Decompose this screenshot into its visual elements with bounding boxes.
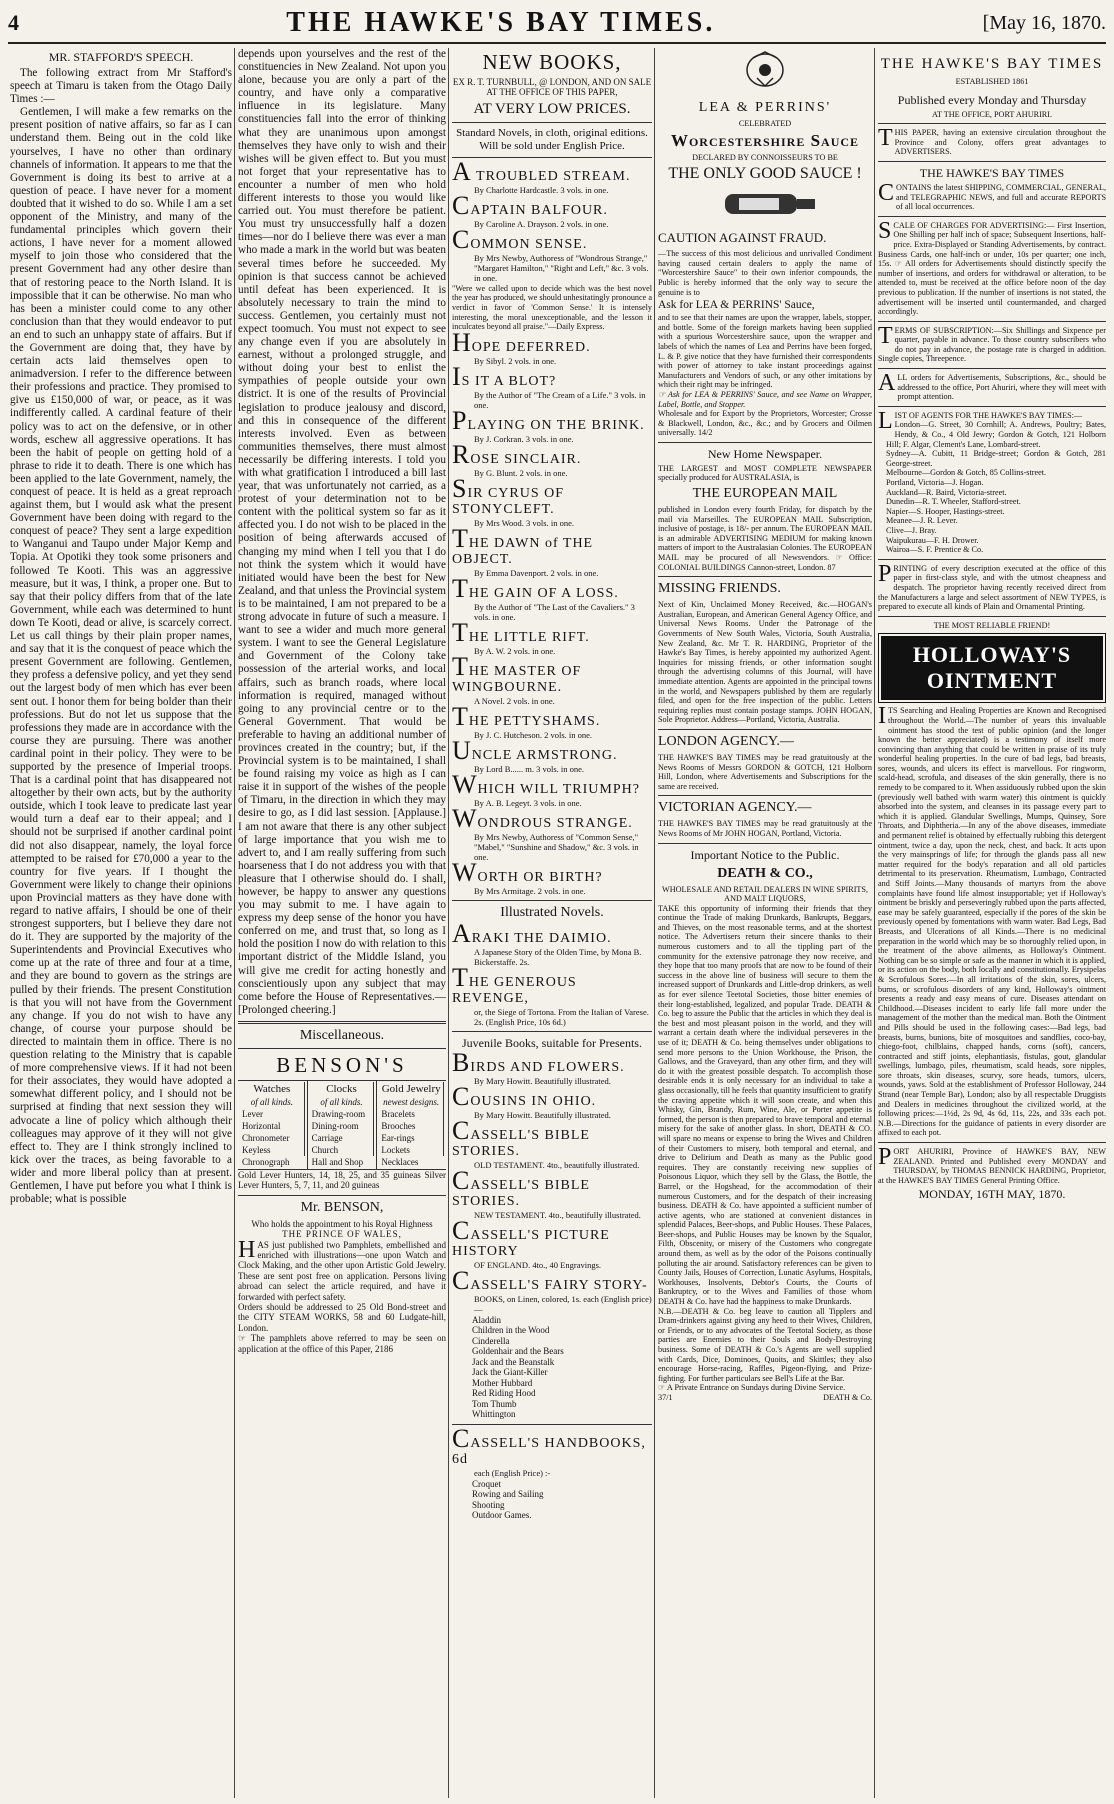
fairy-list-item: Jack and the Beanstalk [472,1356,555,1367]
book-entry [452,701,652,740]
divider [452,1031,652,1032]
established: ESTABLISHED 1861 [955,77,1029,86]
imprint: PORT AHURIRI, Province of HAWKE'S BAY, NEW ZEALAND. Printed and Published every MONDAY and THURSDAY, by THOMAS BENNICK HARDING, Proprietor, at the HAWKE'S BAY TIMES General Printing Office. [878,1144,1106,1185]
london-agency-heading: LONDON AGENCY.— [658,733,794,749]
declared: DECLARED BY CONNOISSEURS TO BE [692,152,838,162]
ask-for-heading: Ask for LEA & PERRINS' Sauce, [658,299,815,312]
scale-of-charges: SCALE OF CHARGES FOR ADVERTISING:— First Insertion, One Shilling per half inch of space; Subsequent Insertions, half-price. Extra-Displayed or Standing Advertisements, by contract. Business Cards, one half-inch or under, 10s per quarter; one inch, 15s. ☞ All orders for Advertisements should distinctly specify the number of insertions, and orders for withdrawal or alteration, to be attended to, must be received at the office before noon of the day previous to publication. If the number of insertions is not stated, the advertisement will be inserted until countermanded, and charged accordingly. [878,217,1106,317]
column-5 [878,48,1106,1800]
book-title: CASSELL'S FAIRY STORY- [452,1265,648,1295]
book-title: THE MASTER OF WINGBOURNE. [452,651,582,695]
fairy-list-item: Jack the Giant-Killer [472,1367,548,1378]
book-title: CASSELL'S BIBLE STORIES. [452,1115,590,1159]
missing-friends-body: Next of Kin, Unclaimed Money Received, &c.—HOGAN's Australian, European, and American General Agency Office, and Universal News Rooms. Under the Patronage of the Governments of New South Wales, Victoria, South Australia, New Zealand, &c. Mr T. R. HARDING, Proprietor of the Hawke's Bay Times, is hereby appointed my authorized Agent. Inquiries for missing friends, or other information sought through the advertising columns of this Journal, will have immediate attention. Agents are appointed in the principal towns in the world, and Newspapers published by them are regularly filed, and open for the free inspection of the public. Letters requiring replies must contain postage stamps. JOHN HOGAN, Sole Proprietor. Address—Portland, Victoria, Australia. [658,600,872,725]
sauce-bottle-icon [658,186,872,227]
contains: CONTAINS the latest SHIPPING, COMMERCIAL, GENERAL, and TELEGRAPHIC NEWS, and full and accurate REPORTS of all local occurrences. [878,179,1106,212]
fairy-list [452,1315,652,1420]
missing-friends-heading: MISSING FRIENDS. [658,581,781,597]
book-entry [452,769,652,808]
european-mail-body: published in London every fourth Friday, for dispatch by the mail via Marseilles. The EUROPEAN MAIL Subscription, inclusive of postage, is 18/- per annum. The EUROPEAN MAIL is an admirable ADVERTISING MEDIUM for making known matters of import to the Australasian Colonies. The EUROPEAN MAIL may be procured of all Newsvendors. ☞ Office: COLONIAL BUILDINGS Cannon-street, London. 87 [658,505,872,572]
fairy-list-item: Cinderella [472,1335,510,1346]
book-author: By Lord B...... m. 3 vols. in one. [474,763,585,774]
book-author: A Japanese Story of the Olden Time, by Mona B. Bickerstaffe. 2s. [474,946,642,967]
lea-perrins-crest-icon [658,48,872,97]
european-mail-title: THE EUROPEAN MAIL [692,486,838,502]
largest-newspaper: THE LARGEST and MOST COMPLETE NEWSPAPER specially produced for AUSTRALASIA, is [658,463,872,483]
book-review: "Were we called upon to decide which was the best novel the year has produced, we should unhesitatingly pronounce a verdict in favor of 'Common Sense.' It is intensely interesting, the moral unexceptionable, and the lesson it inculcates beyond all praise."—Daily Express. [452,283,652,332]
handbooks-list [452,1479,652,1521]
column-rule [448,48,449,1798]
fairy-list-item: Tom Thumb [472,1398,517,1409]
death-co-private: ☞ A Private Entrance on Sundays during Divine Service. [658,1383,846,1393]
divider [658,795,872,796]
book-title: THE GENEROUS REVENGE, [452,962,577,1006]
handbook-list-item: Croquet [472,1478,501,1489]
book-title: THE PETTYSHAMS. [452,701,601,731]
book-entry [452,327,652,366]
book-title: THE LITTLE RIFT. [452,617,590,647]
book-entry [452,473,652,528]
book-author: By J. C. Hutcheson. 2 vols. in one. [474,729,593,740]
book-author: OLD TESTAMENT. 4to., beautifully illustrated. [474,1159,640,1170]
book-entry [452,735,652,774]
column-4 [658,48,872,1800]
book-entry [452,573,652,622]
benson-title: BENSON'S [276,1052,408,1077]
fairy-list-item: Children in the Wood [472,1325,550,1336]
book-title: WORTH OR BIRTH? [452,857,603,887]
book-entry [452,156,652,195]
death-co-sign: 37/1 DEATH & Co. [658,1392,872,1402]
book-entry [452,405,652,444]
book-author: By the Author of "The Last of the Cavaliers." 3 vols. in one. [474,601,635,622]
book-author: By A. W. 2 vols. in one. [474,645,556,656]
book-title: IS IT A BLOT? [452,361,557,391]
royal-appointment: Who holds the appointment to his Royal Highness [251,1218,433,1229]
handbook-list-item: Rowing and Sailing [472,1489,544,1500]
illustrated-book-entry [452,918,652,967]
benson-prices: Gold Lever Hunters, 14, 18, 25, and 35 guineas Silver Lever Hunters, 5, 7, 11, and 20 guineas [238,1169,446,1191]
juvenile-book-entry [452,1081,652,1120]
agent-entry: Dunedin—R. T. Wheeler, Stafford-street. [886,497,1021,507]
book-entry [452,857,652,896]
london-agency-body: THE HAWKE'S BAY TIMES may be read gratuitously at the News Rooms of Messrs GORDON & GOTCH, 121 Holborn Hill, London, where Advertisements and Subscriptions for the same are received. [658,752,872,791]
book-title: PLAYING ON THE BRINK. [452,405,645,435]
divider [878,216,1106,217]
divider [238,1048,446,1049]
book-author: By Mrs Newby, Authoress of "Common Sense," "Mabel," "Sunshine and Shadow," &c. 3 vols. in one. [474,831,639,862]
book-title: UNCLE ARMSTRONG. [452,735,618,765]
hbt-arched-title: THE HAWKE'S BAY TIMES [880,56,1104,72]
benson-orders: Orders should be addressed to 25 Old Bond-street and the CITY STEAM WORKS, 58 and 60 Ludgate-hill, London. [238,1302,446,1333]
lea-perrins: LEA & PERRINS' [698,100,832,115]
agent-entry: Napier—S. Hooper, Hastings-street. [886,506,1005,516]
prince-of-wales: THE PRINCE OF WALES, [282,1229,402,1240]
book-title: ARAKI THE DAIMIO. [452,918,612,948]
hbt-heading: THE HAWKE'S BAY TIMES [919,165,1065,180]
juvenile-book-list [452,1047,652,1314]
reliable-friend: THE MOST RELIABLE FRIEND! [933,620,1051,630]
book-author: By Mrs Newby, Authoress of "Wondrous Strange," "Margaret Hamilton," "Right and Left," &c. 3 vols. in one. [474,252,649,283]
handbook-list-item: Outdoor Games. [472,1510,532,1521]
book-author: By Charlotte Hardcastle. 3 vols. in one. [474,184,609,195]
book-title: SIR CYRUS OF STONYCLEFT. [452,473,565,517]
book-author: By Mary Howitt. Beautifully illustrated. [474,1109,611,1120]
new-books-sub: EX R. T. TURNBULL, @ LONDON, AND ON SALE AT THE OFFICE OF THIS PAPER, [452,77,652,98]
divider [878,161,1106,162]
book-entry [452,361,652,410]
agent-entry: Portland, Victoria—J. Hogan. [886,478,984,487]
holloway-body: ITS Searching and Healing Properties are Known and Recognised throughout the World.—The number of years this invaluable ointment has stood the test of public opinion (and the longer known the better appreciated) is a testimony of itself more convincing than anything that could be written in praise of its truly wonderful healing properties. In the cure of bad legs, bad breasts, sores, wounds, and ulcers its effect is marvellous. For ringworm, scald-head, scrofula, and diseases of the skin generally, there is no remedy to be compared to it. When assiduously rubbed upon the skin (previously well bathed with warm water) this ointment is quickly absorbed into the system, and cleanses in its passage every part to which it is applied. Glandular Swellings, Mumps, Quinsey, Sore Throats, and Diphtheria.—In any of the above diseases, immediate and permanent relief is obtained by effectually rubbing this detergent ointment, twice a day, upon the neck, chest, and back. It acts upon the very mainsprings of life; for through the glands pass all new matter required for the body's reparation and all old particles detrimental to its preservation. Rheumatism, Lumbago, Contracted and Stiff Joints.—Many thousands of martyrs from the above complaints have found life almost insupportable; yet if Holloway's ointment be briskly and perseveringly rubbed upon the parts affected, ease may be safely guaranteed, especially if the pores of the skin be previously opened by fomentations with warm water. Bad Legs, Bad Breasts, and Ulcerations of all Kinds.—There is no medicinal preparation in the world which may be so thoroughly relied upon, in the treatment of the above ailments, as Holloway's Ointment. Nothing can be so simple or safe as the manner in which it is applied, or its action on the body, both locally and constitutionally. Erysipelas & Scrofulous Sores.—In all irritations of the skin, sores, ulcers, burns, or scrofulous disorders of any kind, Holloway's ointment presents a ready and easy means of cure. Diseases attendant on Childhood.—Diseases incident to early life fall more under the management of the mother than the medical man. Both the Ointment and Pills should be used in the following cases:—Bad legs, bad breasts, burns, bunions, bite of mosquitoes and sandflies, coco-bay, chiego-foot, chilblains, chapped hands, corns (soft), cancers, contracted and stiff joints, elephantiasis, fistulas, gout, glandular swellings, lumbago, piles, rheumatism, scald heads, sore nipples, sore throats, skin diseases, scurvy, sore heads, tumors, ulcers, wounds, yaws. Sold at the establishment of Professor Holloway, 244 Strand (near Temple Bar), London; also by all respectable Druggists and Dealers in medicines throughout the civilized world, at the following prices:—1½d, 2s 9d, 4s 6d, 11s, 22s, and 33s each pot. N.B.—Directions for the guidance of patients in every disorder are affixed to each pot. [878,703,1106,1138]
masthead [8,4,1106,44]
column-rule [234,48,235,1798]
agents-heading: LIST OF AGENTS FOR THE HAWKE'S BAY TIMES:— [878,407,1083,434]
handbooks-entry: CASSELL'S HANDBOOKS, 6d each (English Price) :- [452,1423,646,1478]
divider [878,406,1106,407]
book-author: By Mary Howitt. Beautifully illustrated. [474,1075,611,1086]
death-co-title: DEATH & CO., [717,865,813,881]
book-title: WHICH WILL TRIUMPH? [452,769,640,799]
divider [238,1021,446,1024]
book-author: By A. B. Legeyt. 3 vols. in one. [474,797,582,808]
juvenile-book-entry [452,1265,652,1314]
book-author: OF ENGLAND. 4to., 40 Engravings. [474,1259,602,1270]
agent-entry: Waipukurau—F. H. Drower. [886,535,979,545]
book-author: By Caroline A. Drayson. 2 vols. in one. [474,218,609,229]
divider [658,843,872,844]
book-title: BIRDS AND FLOWERS. [452,1047,625,1077]
divider [658,576,872,577]
agent-entry: Clive—J. Bray. [886,525,937,535]
watches-box: Watches of all kinds. Lever Horizontal Chronometer Keyless Chronograph [238,1081,308,1169]
book-author: By Mrs Armitage. 2 vols. in one. [474,885,586,896]
ask-body: and to see that their names are upon the wrapper, labels, stopper, and bottle. Some of the foreign markets having been supplied with a spurious Worcestershire sauce, upon the wrapper and labels of which the names of Lea and Perrins have been forged, L. & P. give notice that they have furnished their correspondents with power of attorney to take instant proceedings against Manufacturers and Vendors of such, or any other imitations by which their right may be infringed. [658,313,872,390]
holloways-ointment-banner: HOLLOWAY'S OINTMENT [881,636,1103,700]
book-entry [452,651,652,706]
juvenile-book-entry [452,1215,652,1270]
only-good-sauce: THE ONLY GOOD SAUCE ! [668,165,862,183]
page-number: 4 [8,10,19,35]
agent-entry: London—G. Street, 30 Cornhill; A. Andrews, Poultry; Bates, Hendy, & Co., 4 Old Jewry; Gordon & Gotch, 121 Holborn Hill; F. Algar, Clement's Lane, Lombard-street. [886,420,1106,449]
section-heading-miscellaneous: Miscellaneous. [299,1027,385,1043]
divider [658,729,872,730]
divider [452,122,652,123]
fairy-list-item: Aladdin [472,1314,501,1325]
caution-heading: CAUTION AGAINST FRAUD. [658,230,827,246]
illustrated-book-entry [452,962,652,1027]
all-orders: ALL orders for Advertisements, Subscriptions, &c., should be addressed to the office, Port Ahuriri, where they will meet with prompt attention. [878,370,1106,402]
book-title: THE DAWN of THE OBJECT. [452,523,594,567]
important-notice: Important Notice to the Public. [690,847,840,862]
agent-entry: Auckland—R. Baird, Victoria-street. [886,487,1007,497]
book-entry [452,439,652,478]
victorian-agency-heading: VICTORIAN AGENCY.— [658,800,812,816]
article-heading: MR. STAFFORD'S SPEECH. [48,50,194,64]
column-3 [452,48,652,1800]
illustrated-heading: Illustrated Novels. [500,904,604,920]
column-1 [10,48,232,1800]
benson-pamphlets: ☞ The pamphlets above referred to may be seen on application at the office of this Paper, 2186 [238,1333,446,1354]
book-title: COMMON SENSE. [452,224,588,254]
book-title: CAPTAIN BALFOUR. [452,190,608,220]
book-author: By Emma Davenport. 2 vols. in one. [474,567,599,578]
agent-entry: Melbourne—Gordon & Gotch, 85 Collins-street. [886,468,1047,478]
book-list [452,156,652,896]
book-title: CASSELL'S PICTURE HISTORY [452,1215,610,1259]
divider [878,1142,1106,1143]
divider [452,157,652,158]
fairy-list-item: Goldenhair and the Bears [472,1346,564,1357]
column-rule [654,48,655,1798]
book-author: A Novel. 2 vols. in one. [474,695,555,706]
divider [452,900,652,901]
printing-notice: PRINTING of every description executed at the office of this paper in first-class style, and with the utmost cheapness and despatch. The proprietor having recently received direct from the Manufacturers a large and select assortment of NEW TYPES, is prepared to execute all kinds of Plain and Ornamental Printing. [878,560,1106,612]
column-2 [238,48,446,1800]
paper-intro: THIS PAPER, having an extensive circulation throughout the Province and Colony, offers great advantages to ADVERTISERS. [878,125,1106,157]
agents-list [878,420,1106,554]
worcestershire-sauce: Worcestershire Sauce [670,130,860,150]
book-entry [452,224,652,283]
divider [238,1195,446,1196]
clocks-box: Clocks of all kinds. Drawing-room Dining-room Carriage Church Hall and Shop [308,1081,378,1169]
juvenile-book-entry [452,1047,652,1086]
mr-benson: Mr. BENSON, [300,1199,384,1215]
book-author: By G. Blunt. 2 vols. in one. [474,467,568,478]
fairy-list-item: Whittington [472,1409,516,1420]
divider [878,321,1106,322]
article-body: Gentlemen, I will make a few remarks on the present position of native affairs, so far as I can understand them. Being out in the cold like yourselves, I have no other than ordinary channels of information. It appears to me that the Government is doing its best to arrive at a question of peace. I have never for a moment doubted that it wished to do so. While I am a set opponent of the Ministry, and many of the fundamental principles which govern their actions, I have never for a moment allowed myself to join those who considered that the present Government had any other desire than that of restoring peace to the North Island. It is impossible that it can be otherwise. No man who has been a minister could come to any other conclusion than that they would endeavor to put an end to such an unhappy state of affairs. But if the Government are doing that, they have by certain acts laid themselves open to animadversion. I refer to the difference between their professions and practice. They promised to give us £150,000 of war, or peace, as it was indifferently called. A cardinal feature of their policy was to act on the defensive, or in other words, eschew all aggressive operations. It has been the habit of people on getting hold of a phrase to ride it to death. There is one which has been applied to the late Government, namely, the conquest of peace. It is held as a great reproach against them, but I would ask what the present Government have been doing with regard to the conquest of peace? They sent a large expedition to Wanganui and Taupo under Major Kemp and Topia. At Opotiki they took some prisoners and followed Te Kooti. This was an aggressive measure, but it was, I think, a proper one. But to say that their policy differs from that of the late Government, while each was determined to hunt down Te Kooti, dead or alive, is scarcely correct. Let us call things by their plain proper names, and say that it is the conquest of peace which the present Government are following. Gentlemen, they profess a defensive policy, and yet they send out the largest body of men which has ever been sent out. I honor them for being bolder than their professions. But do not let us suppose that the professions they made are in accordance with the course they are pursuing. There was another cardinal point in their policy. They were to be supported by the presence of Imperial troops. That is a cardinal point that has disappeared not altogether by their own acts, but by the authority outside, which I took leave to predicate last year would turn a deaf ear to their appeal; and I should not be surprised if another cardinal point did not also disappear, namely, the loyal force attempted to be raised for £70,000 a year to the country for five years. If I thought the Government were likely to change their opinions upon Provincial matters as they have done with regard to native affairs, I should be one of their strongest supporters, but I believe they dare not do it. They are supported by the majority of the Superintendents and Provincial Executives who come up at the rate of three and four at a time, and they are bound to govern as the strings are pulled by their friends. The present Constitution is that you will not have from the Government any change. If you do not wish to have any change, of course your purpose should be directed to maintain them in office. There is no question relating to the Ministry that is capable of more comprehensive views. If it had not been for their associates, they would have adopted a somewhat different policy, and I should not be surprised at finding that next session they will advocate a line of policy which although their colleagues may approve of it they will not give effect to. They are I think strongly inclined to kick over the traces, as being favorable to a wider and more liberal policy than at present. Gentlemen, I have put before you what I think is probable; what is possible [10,106,232,1206]
juvenile-book-entry [452,1165,652,1220]
imprint-date: MONDAY, 16TH MAY, 1870. [918,1187,1066,1202]
juvenile-heading: Juvenile Books, suitable for Presents. [462,1035,642,1050]
divider [658,442,872,443]
agent-entry: Wairoa—S. F. Prentice & Co. [886,545,984,555]
book-entry [452,803,652,862]
fairy-list-item: Mother Hubbard [472,1377,533,1388]
book-author: By Sibyl. 2 vols. in one. [474,355,557,366]
published: Published every Monday and Thursday [897,92,1087,107]
article-intro: The following extract from Mr Stafford's speech at Timaru is taken from the Otago Daily Times :— [10,67,232,106]
agent-entry: Meanee—J. R. Lever. [886,516,958,526]
illustrated-book-list [452,918,652,1027]
caution-body: —The success of this most delicious and unrivalled Condiment having caused certain dealers to apply the name of "Worcestershire Sauce" to their own inferior compounds, the Public is hereby informed that the only way to secure the genuine is to [658,249,872,297]
low-prices: AT VERY LOW PRICES. [473,100,631,117]
book-title: CASSELL'S BIBLE STORIES. [452,1165,590,1209]
new-books-title: NEW BOOKS, [482,50,622,74]
book-author: By J. Corkran. 3 vols. in one. [474,433,574,444]
column-rule [874,48,875,1798]
book-author: NEW TESTAMENT. 4to., beautifully illustrated. [474,1209,641,1220]
issue-date: [May 16, 1870. [982,11,1106,34]
death-co-nb: N.B.—DEATH & Co. beg leave to caution all Tipplers and Dram-drinkers against giving any heed to their Wives, Children, or Friends, or to any advocates of the Teetotal Society, as those parties are Enemies to their Souls and Body-Destroying business. Some of DEATH & Co.'s Agents are well supplied with Cards, Dice, Dominoes, Quoits, and Skittles; they also encourage Horse-racing, Raffles, Pigeon-flying, and Prize-fighting. For further particulars see Bell's Life at the Bar. [658,1306,872,1383]
article-continued: depends upon yourselves and the rest of the constituencies in New Zealand. Not upon you alone, because you are only a part of the country, and have only a comparative influence in its legislature. Many constituencies fall into the error of thinking what they are unanimous upon amongst themselves they have only to wish and their wishes will be given effect to. But you must not forget that your representative has to encounter a number of men who hold different interests to those you would like carried out. You must therefore be patient. You must try unsuccessfully half a dozen times—nor do I believe there was ever a man who made a mark in the world but was beaten several times before he succeeded. My opinion is that success cannot be achieved until defeat has been experienced. It is absolutely necessary to train the mind to success. Gentlemen, you certainly must not expect toomuch. You must not expect to see any change even if you are absolutely in earnest, without a prolonged struggle, and without doing your best to enlist the sympathies of people outside your own district. It is one of the results of Provincial legislation to produce jealousy and discord, and this in consequence of the different interests involved. Even as between communities themselves, there must almost necessarily be differing interests. I told you with what gratification I introduced a bill last year, that was unfortunately not carried, as a protest of your determination not to be content with the political system so far as it affected you. I do not wish to be placed in the position of being afterwards accused of changing my mind when I tell you that I do not think the system which it would have initiated would have been the best for New Zealand, and that unless the Provincial system is to be maintained, I am not prepared to be a strong advocate in future of such a measure. I want to see a wider and much more general system. I want to see the General Legislature and Government of the Colony take possession of the arterial works, and local affairs, such as branch roads, where local information is required, managed without going to any provincial centre or to the General Government. That would be preferable to having an additional number of provinces created in the country; but, if the Provincial system is to be maintained, I shall be found raising my voice as high as I can raise it in support of the wishes of the people of Timaru, in the direction in which they may desire to go, as I did last session. [Applause.] I am not aware that there is any other subject of large importance that you wish me to advert to, and I am really suffering from such hoarseness that I do not address you with that pleasure that I otherwise should do. I shall, however, be happy to answer any questions you may submit to me. I have again to express my deep sense of the honor you have conferred on me, and trust that, so long as I hold the position I now do with relation to this important district of the Middle Island, you will give me credit for acting honestly and conscientiously upon any subject that may come before the House of Representatives.—[Prolonged cheering.] [238,48,446,1016]
new-home-newspaper: New Home Newspaper. [707,446,823,461]
book-entry [452,190,652,229]
benson-product-boxes [238,1080,446,1170]
book-author: or, the Siege of Tortona. From the Italian of Varese. 2s. (English Price, 10s 6d.) [474,1006,649,1027]
book-entry [452,617,652,656]
book-author: By Mrs Wood. 3 vols. in one. [474,517,574,528]
book-title: WONDROUS STRANGE. [452,803,633,833]
benson-body: HAS just published two Pamphlets, embellished and enriched with illustrations—one upon Watch and Clock Making, and the other upon Artistic Gold Jewelry. These are sent post free on application. Persons living abroad can select the article required, and have it forwarded with perfect safety. [238,1236,446,1302]
book-entry [452,523,652,578]
divider [878,123,1106,124]
jewelry-box: Gold Jewelry newest designs. Bracelets Brooches Ear-rings Lockets Necklaces [377,1081,446,1169]
ask-notice: ☞ Ask for LEA & PERRINS' Sauce, and see Name on Wrapper, Label, Bottle, and Stopper. [658,389,872,409]
book-title: A TROUBLED STREAM. [452,156,631,186]
book-title: COUSINS IN OHIO. [452,1081,597,1111]
book-title: THE GAIN OF A LOSS. [452,573,619,603]
terms-of-subscription: TERMS OF SUBSCRIPTION:—Six Shillings and Sixpence per quarter, payable in advance. To those country subscribers who do not pay in advance, the postage rate is charged in addition. Single copies, Threepence. [878,322,1106,364]
book-title: HOPE DEFERRED. [452,327,591,357]
newspaper-title: THE HAWKE'S BAY TIMES. [286,7,716,38]
book-author: By the Author of "The Cream of a Life." 3 vols. in one. [474,389,646,410]
divider [452,1424,652,1425]
standard-novels: Standard Novels, in cloth, original editions. Will be sold under English Price. [456,126,648,152]
celebrated: CELEBRATED [738,119,792,128]
office-address: AT THE OFFICE, PORT AHURIRI. [931,109,1053,119]
fairy-list-item: Red Riding Hood [472,1388,536,1399]
handbook-list-item: Shooting [472,1499,505,1510]
wholesale: Wholesale and for Export by the Proprietors, Worcester; Crosse & Blackwell, London, &c., &c.; and by Grocers and Oilmen universally. 14/2 [658,409,872,438]
death-co-body: TAKE this opportunity of informing their friends that they continue the Trade of making Drunkards, Bankrupts, Beggars, and Thieves, on the most reasonable terms, and at the shortest notice. The Advertisers return their sincere thanks to their numerous customers and to all the tippling part of the community for the extensive patronage they now receive, and they hope that too many proofs that are now to be found of their success in the above line of business will secure to them the increased support of Drunkards and Little-drop drinkers, as well as for ever silence Teetotal Societies, those bitter enemies of their long-established, legalized, and popular Trade. DEATH & Co. beg to assure the Public that the articles in which they deal is the best and most pleasant poison in the world, and they will warrant a certain death where the individual perseveres in the use of it; DEATH & Co. being themselves under obligations to send more persons to the Union Workhouse, the Prison, the Gallows, and the Graveyard, than any other firm, and they will do it with the greatest possible despatch. To accomplish those desirable ends it is only necessary for an individual to take a glass occasionally, till he feels that quantity insufficient to gratify the craving appetite which it will soon create, and when this Whisky, Gin, Brandy, Rum, Wine, Ale, or Porter appetite is formed, the person is then prepared to brave temporal and eternal misery for the sake of another glass. In short, DEATH & CO. will spare no means or expense to bring the Wives and Children of their Customers to misery, both temporal and eternal, and drive to Delirium and Death as many as the Public good requires. They are constantly receiving new supplies of Poisonous Liquor, which they sell by the Glass, the Bottle, the Barrel, or the Hogshead, for the accommodation of their numerous Customers, and for the despatch of their increasing business. DEATH & Co. have appointed a sufficient number of active agents, who are stationed at convenient distances in splendid Palaces, Beer-shops, and Public Houses. These Palaces, Beer-shops, and Public Houses may be known by the Squalor, Filth, Obscenity, or misery of the Customers who congregate around them, as well as by the odor of the Poisons continually polluting the air around. Satisfactory references can be given to County Jails, Houses of Correction, Lunatic Asylums, Hospitals, Workhouses, Insolvents, Debtor's Courts, the Courts of Bankruptcy, or to the Wives and Families of those whom DEATH & Co. have had the happiness to make Drunkards. [658,903,872,1307]
divider [878,559,1106,560]
victorian-agency-body: THE HAWKE'S BAY TIMES may be read gratuitously at the News Rooms of Mr JOHN HOGAN, Portland, Victoria. [658,819,872,838]
book-title: ROSE SINCLAIR. [452,439,582,469]
death-co-sub: WHOLESALE AND RETAIL DEALERS IN WINE SPIRITS, AND MALT LIQUORS, [661,884,869,904]
juvenile-book-entry [452,1115,652,1170]
divider [878,616,1106,617]
divider [878,368,1106,369]
agent-entry: Sydney—A. Cubitt, 11 Bridge-street; Gordon & Gotch, 281 George-street. [886,449,1106,468]
book-author: BOOKS, on Linen, colored, 1s. each (English price) — [474,1293,652,1314]
